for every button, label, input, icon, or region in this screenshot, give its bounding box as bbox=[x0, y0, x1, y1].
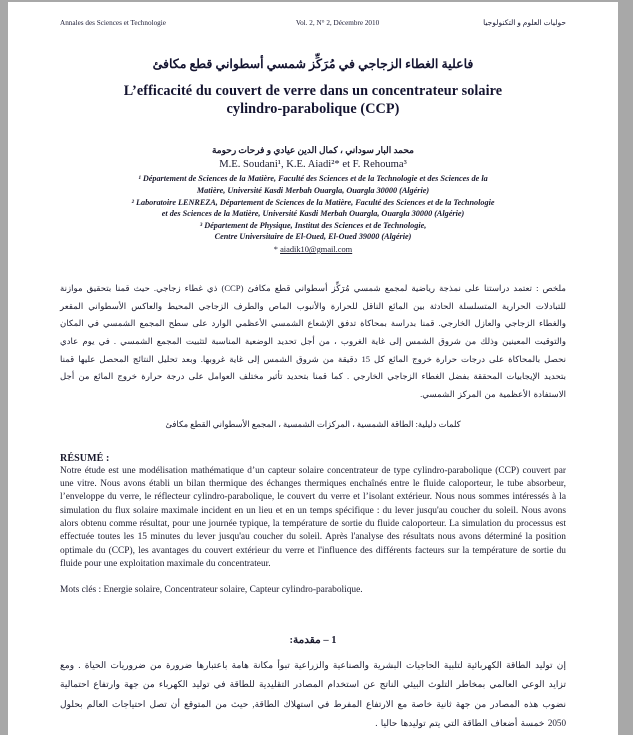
title-block bbox=[60, 56, 566, 120]
running-head-volume-info: Vol. 2, N° 2, Décembre 2010 bbox=[295, 19, 380, 27]
keywords-french: Mots clés : Energie solaire, Concentrateur solaire, Capteur cylindro-parabolique. bbox=[60, 585, 363, 596]
affiliation-line: et des Sciences de la Matière, Université Kasdi Merbah Ouargla, Ouargla 30000 (Algérie) bbox=[161, 209, 465, 219]
document-page bbox=[8, 2, 618, 735]
abstract-arabic: ملخص : تعتمد دراستنا على نمذجة رياضية لمجمع شمسي مُرَكِّز أسطواني قطع مكافئ (CCP) ذي غطاء زجاجي. حيث قمنا بتحقيق موازنة للتبادلات الحرارية المتسلسلة الحادثة بين المائع الناقل للحرارة والأنبوب الماص والطرف الزجاجي المحيط والعاكس الأسطواني المقعر والغطاء الزجاجي والعازل الخارجي. قمنا بدراسة بمحاكاة تدفق الإشعاع الشمسي الأعظمي الوارد على سطح المجمع الشمسي في المكان والتوقيت المعينين وذلك من شروق الشمس إلى غاية الغروب ، من أجل تحديد الوضعية المناسبة لتثبيت المجمع الشمسي . في يوم عادي نحصل بالمحاكاة على درجات حرارة خروج المائع كل 15 دقيقة من شروق الشمس إلى غاية غروبها. وبعد تحليل النتائج المحصل عليها قمنا بتحديد الإيجابيات المحققة بفضل الغطاء الزجاجي الخارجي . كما قمنا بتحديد تأثير مختلف العوامل على درجة حرارة خروج المائع من أجل الاستفادة الأعظمية من المركز الشمسي. bbox=[60, 283, 567, 399]
keywords-arabic: كلمات دليلية: الطاقة الشمسية ، المركزات الشمسية ، المجمع الأسطواني القطع مكافئ bbox=[165, 420, 461, 430]
running-head-journal-name-arabic: حوليات العلوم و التكنولوجيا bbox=[483, 18, 566, 27]
affiliation-line: ² Laboratoire LENREZA, Département de Sciences de la Matière, Faculté des Sciences et de la Technologie bbox=[131, 197, 495, 207]
abstract-french-text: Notre étude est une modélisation mathématique d’un capteur solaire concentrateur de type cylindro-parabolique (CCP) couvert par une vitre. Nous avons établi un bilan thermique des échanges thermiques enchaînés entre le fluide caloporteur, le tube absorbeur, l’enveloppe du verre, le réflecteur cylindro-parabolique, le couvert du verre et l’isolant extérieur. Nous nous sommes intéressés à la simulation du flux solaire maximale incident en un lieu et en un temps spécifique : du lever jusqu'au coucher du soleil. Nous avons alors obtenu comme résultat, pour une journée typique, la température de sortie du fluide caloporteur. La simulation du processus est effectuée toutes les 15 minutes du lever jusqu'au coucher du soleil. Après l'analyse des résultats nous avons déterminé la position optimale du (CCP), les avantages du couvert extérieur du verre et l'influence des différents facteurs sur la température de sortie du fluide pour une exploitation maximale du concentrateur. bbox=[60, 465, 566, 569]
authors-block bbox=[60, 145, 566, 254]
affiliation-line: Centre Universitaire de El-Oued, El-Oued 39000 (Algérie) bbox=[214, 232, 412, 242]
section-paragraph-introduction: إن توليد الطاقة الكهربائية لتلبية الحاجيات البشرية والصناعية والزراعية تبوأ مكانة هامة باعتبارها ضرورة من ضروريات الحياة . ومع تزايد الوعي العالمي بمخاطر التلوث البيئي الناتج عن استخدام المصادر التقليدية للطاقة في توليد الكهرباء من جهة وارتفاع احتمالية نضوب هذه المصادر من جهة ثانية خاصة مع الارتفاع المفرط في استهلاك الطاقة, حيث من المتوقع أن تصل احتياجات العالم بحلول 2050 خمسة أضعاف الطاقة التي يتم توليدها حاليا . bbox=[60, 659, 566, 729]
affiliation-line: ¹ Département de Sciences de la Matière, Faculté des Sciences et de la Technologie et des Sciences de la bbox=[138, 174, 488, 184]
running-head bbox=[60, 18, 566, 28]
page-title-arabic: فاعلية الغطاء الزجاجي في مُرَكِّز شمسي أسطواني قطع مكافئ bbox=[152, 56, 474, 71]
abstract-french-heading: RÉSUMÉ : bbox=[60, 452, 110, 464]
author-list-arabic: محمد البار سوداني ، كمال الدين عيادي و فرحات رحومة bbox=[211, 145, 415, 156]
section-heading-introduction: 1 – مقدمة: bbox=[289, 634, 337, 646]
corresponding-author-email-line bbox=[60, 245, 566, 254]
affiliation-line: Matière, Université Kasdi Merbah Ouargla, Ouargla 30000 (Algérie) bbox=[196, 185, 430, 195]
email-marker: * bbox=[273, 245, 278, 255]
running-head-journal-name: Annales des Sciences et Technologie bbox=[60, 19, 166, 27]
abstract-french bbox=[60, 453, 566, 572]
affiliation-line: ³ Département de Physique, Institut des Sciences et de Technologie, bbox=[199, 220, 427, 230]
page-title-french bbox=[60, 82, 566, 120]
affiliation-list bbox=[60, 173, 566, 243]
page-title-french-line1: L’efficacité du couvert de verre dans un concentrateur solaire bbox=[123, 82, 503, 99]
corresponding-author-email-link[interactable]: aiadik10@gmail.com bbox=[280, 245, 353, 255]
author-list-french: M.E. Soudani¹, K.E. Aiadi²* et F. Rehouma³ bbox=[219, 159, 407, 171]
page-title-french-line2: cylindro-parabolique (CCP) bbox=[226, 101, 400, 118]
